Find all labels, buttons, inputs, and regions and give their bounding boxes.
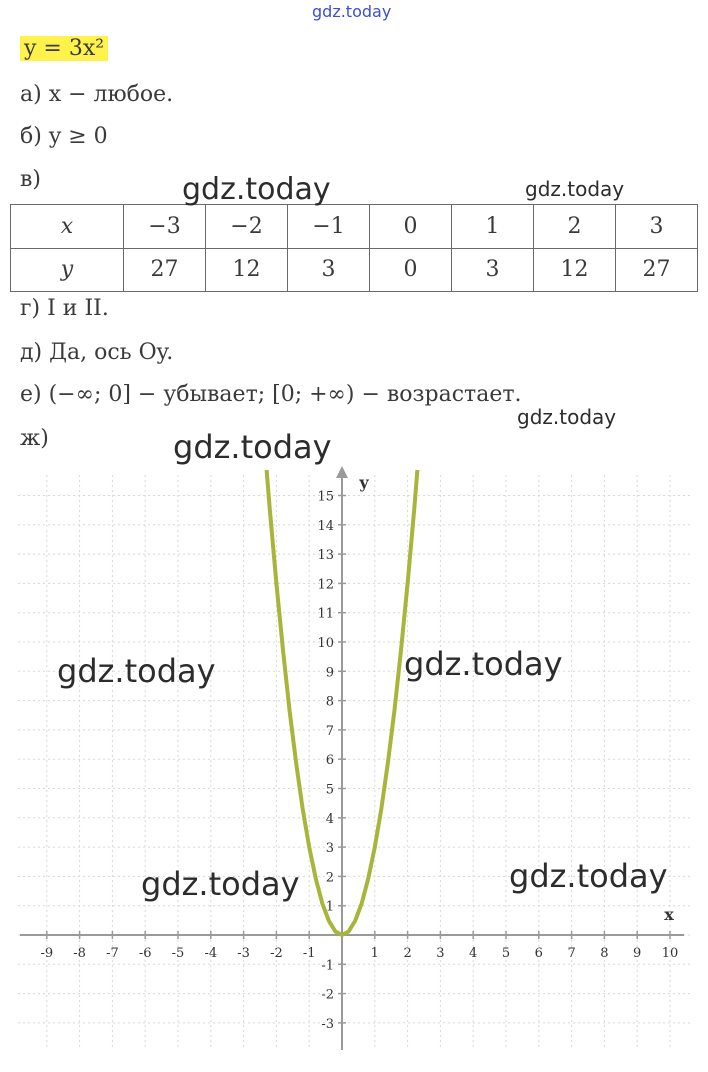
y-tick-label: 5 [325,782,334,798]
y-tick-label: -2 [321,987,334,1003]
answer-zh: ж) [20,426,49,451]
table-cell: 12 [206,248,288,292]
table-cell: 0 [370,248,452,292]
x-tick-label: 6 [534,946,543,961]
x-tick-label: 8 [600,946,609,961]
x-tick-label: -4 [204,946,218,961]
watermark: gdz.today [141,865,300,903]
x-tick-label: -5 [171,946,185,961]
table-row-x [11,205,698,249]
y-tick-label: 12 [317,577,334,593]
x-tick-label: 10 [661,946,679,961]
x-tick-label: -7 [106,946,119,961]
y-tick-label: 10 [317,636,334,651]
formula-line [20,36,108,61]
answer-g: г) I и II. [20,296,109,321]
answer-d: д) Да, ось Oy. [20,340,174,365]
y-axis-arrow [336,466,348,478]
table-cell: 12 [534,248,616,292]
values-table [10,204,698,292]
x-tick-label: 1 [370,946,379,961]
y-axis-label: y [359,473,369,492]
answer-v: в) [20,167,41,192]
table-cell: −1 [288,205,370,249]
y-tick-label: 8 [325,694,334,710]
table-cell: 3 [288,248,370,292]
table-cell: 1 [452,205,534,249]
y-tick-label: -3 [321,1016,334,1032]
table-cell: −3 [124,205,206,249]
x-axis-label: x [664,905,674,924]
table-row-y [11,248,698,292]
table-cell: 3 [616,205,698,249]
x-tick-label: 5 [501,946,511,961]
x-tick-label: 2 [403,946,412,961]
y-tick-label: 13 [317,548,334,564]
table-cell: 2 [534,205,616,249]
watermark: gdz.today [509,857,668,895]
watermark: gdz.today [404,645,563,683]
watermark: gdz.today [182,172,331,207]
y-tick-label: 14 [317,518,334,534]
watermark: gdz.today [173,428,332,466]
x-tick-label: 9 [633,946,642,961]
x-tick-label: -9 [40,946,54,961]
y-tick-label: 15 [317,489,334,505]
table-cell: −2 [206,205,288,249]
table-cell-x-label: x [11,205,124,249]
x-tick-label: -2 [270,946,283,961]
table-cell: 3 [452,248,534,292]
y-tick-label: 4 [325,811,334,827]
y-tick-label: 3 [325,841,334,857]
y-tick-label: 2 [325,870,334,886]
y-tick-label: 11 [317,606,334,622]
y-tick-label: 7 [325,723,334,739]
y-tick-label: 9 [325,665,334,681]
watermark: gdz.today [57,652,216,690]
table-cell: 27 [616,248,698,292]
table-cell-y-label: y [11,248,124,292]
y-tick-label: 6 [325,753,334,769]
table-cell: 27 [124,248,206,292]
answer-b: б) y ≥ 0 [20,124,108,149]
x-tick-label: -1 [302,946,316,961]
y-tick-label: -1 [321,958,334,974]
x-tick-label: 7 [567,946,576,961]
x-tick-label: 4 [469,946,478,961]
x-tick-label: 3 [436,946,445,961]
answer-e: е) (−∞; 0] − убывает; [0; +∞) − возрастает. [20,382,522,407]
x-tick-label: -3 [237,946,250,961]
watermark: gdz.today [517,405,617,429]
table-cell: 0 [370,205,452,249]
y-tick-label: 1 [325,899,334,915]
x-tick-label: -8 [73,946,86,961]
header-link[interactable]: gdz.today [312,2,392,21]
answer-a: а) x − любое. [20,82,174,107]
parabola-graph [0,460,708,1060]
watermark: gdz.today [525,177,625,201]
formula: y = 3x² [20,36,108,61]
x-tick-label: -6 [138,946,152,961]
